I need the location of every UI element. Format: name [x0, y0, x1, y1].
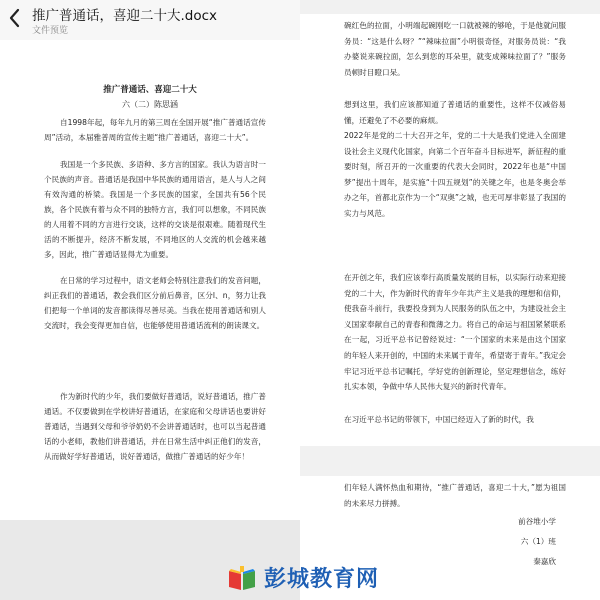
paragraph: 在日常的学习过程中，语文老师会特别注意我们的发音问题，纠正我们的普通话，教会我们区分前后鼻音，区分l、n，努力让我们把每一个单词的发音都读得尽善尽美。当我在使用普通话和别人交流时，我会变得更加自信，也能够使用普通话流利的朗读课文。	[44, 276, 266, 330]
signature-school: 前谷堆小学	[518, 517, 556, 526]
signature-name: 秦嘉欣	[533, 557, 556, 566]
watermark	[226, 558, 396, 598]
chevron-left-icon	[6, 6, 24, 30]
essay-title: 推广普通话、喜迎二十大	[103, 85, 197, 95]
paragraph: 想到这里，我们应该都知道了普通话的重要性，这样不仅减俗易懂，还避免了不必要的麻烦。	[344, 100, 566, 125]
document-title: 推广普通话，喜迎二十大.docx	[32, 8, 218, 24]
paragraph: 我国是一个多民族、多语种、多方言的国家。我认为语言时一个民族的声音。普通话是我国中华民族的通用语言，是人与人之间有效沟通的桥梁。我国是一个多民族的国家，全国共有56个民族，各个民族有着与众不同的独特方言，我们可以想象，不同民族的人用着不同的方言进行交谈，这样的交谈是很艰难。随着现代生活的不断提升，经济不断发展，不同地区的人交流的机会越来越多，因此，推广普通话显得尤为重要。	[44, 160, 266, 259]
paragraph: 作为新时代的少年，我们要做好普通话，说好普通话，推广普通话。不仅要做到在学校讲好普通话，在家庭和父母讲话也要讲好普通话，当遇到父母和爷爷奶奶不会讲普通话时，也可以当起普通话的小老师，教他们讲普通话，并在日常生活中纠正他们的发音，从而做好学好普通话，说好普通话，做推广普通话的好少年！	[44, 392, 266, 461]
paragraph: 在开创之年，我们应该奉行高质量发展的目标，以实际行动来迎接党的二十大，作为新时代的青年少年共产主义是我的理想和信仰，使我奋斗前行，我要投身到为人民服务的队伍之中，为建设社会主义国家奉献自己的青春和微薄之力。将自己的命运与祖国紧紧联系在一起，习近平总书记曾经说过：“一个国家的未来是由这个国家的年轻人来开创的，中国的未来属于青年，希望寄于青年。”我定会牢记习近平总书记嘱托，学好党的创新理论，坚定理想信念，练好扎实本领，争做中华人民伟大复兴的新时代青年。	[344, 273, 566, 392]
preview-header	[0, 0, 300, 40]
paragraph: 们年轻人满怀热血和期待，“推广普通话，喜迎二十大，”愿为祖国的未来尽力拼搏。	[344, 483, 566, 508]
page-gap	[300, 446, 600, 476]
paragraph: 2022年是党的二十大召开之年，党的二十大是我们党进入全面建设社会主义现代化国家，向第二个百年奋斗目标进军，新征程的重要时刻，所召开的一次重要的代表大会同时，2022年也是“中国梦”提出十周年，是实施“十四五规划”的关键之年，也是冬奥会举办之年，首都北京作为一个“双奥”之城，也无可厚非彰显了我国的实力与风范。	[344, 131, 566, 218]
back-button[interactable]	[6, 6, 24, 30]
document-page[interactable]	[0, 40, 300, 520]
essay-author: 六（二）陈思涵	[122, 100, 178, 109]
document-subtitle: 文件预览	[32, 26, 69, 36]
paragraph: 在习近平总书记的带领下，中国已经迈入了新的时代，我	[344, 415, 534, 424]
book-logo-icon	[226, 562, 258, 594]
watermark-text: 彭城教育网	[264, 567, 380, 592]
page-gap	[300, 0, 600, 14]
paragraph: 碗红色的拉面，小明端起碗刚吃一口就被辣的够呛，于是他就问服务员：“这是什么呀？”“辣味拉面”小明很奇怪，对服务员说：“我办婆说来碗拉面，怎么到您的耳朵里，就变成辣味拉面了？”服务员顿时目瞪口呆。	[344, 21, 566, 77]
right-panel	[300, 0, 600, 600]
signature-class: 六（1）班	[520, 537, 556, 546]
paragraph: 自1998年起，每年九月的第三周在全国开展“推广普通话宣传周”活动，本届雅普周的宣传主题“推广普通话，喜迎二十大”。	[44, 118, 266, 142]
